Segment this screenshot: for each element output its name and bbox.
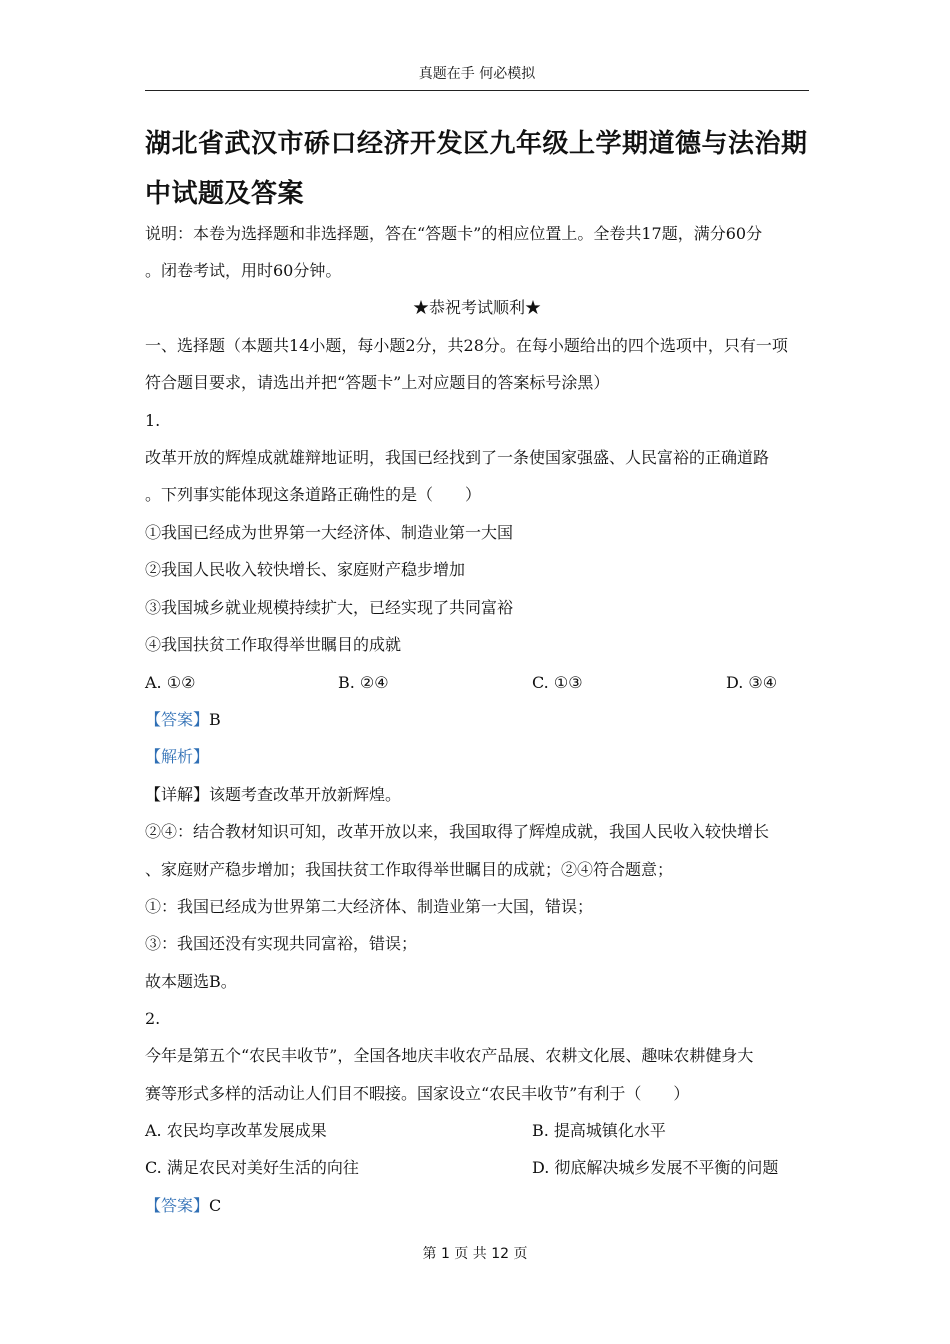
- question-1-statement-3: ③我国城乡就业规模持续扩大，已经实现了共同富裕: [145, 598, 514, 617]
- question-1-analysis-tag: 【解析】: [145, 747, 210, 766]
- page-header: 真题在手 何必模拟: [145, 64, 809, 91]
- question-2-stem-line-2: 赛等形式多样的活动让人们目不暇接。国家设立“农民丰收节”有利于（ ）: [145, 1084, 690, 1103]
- question-2-answer: [145, 1195, 825, 1217]
- section-heading-line-1: 一、选择题（本题共14小题，每小题2分，共28分。在每小题给出的四个选项中，只有一项: [145, 336, 788, 355]
- question-2-option-c: C. 满足农民对美好生活的向往: [145, 1158, 359, 1177]
- question-2-stem-line-1: 今年是第五个“农民丰收节”，全国各地庆丰收农产品展、农耕文化展、趣味农耕健身大: [145, 1046, 754, 1065]
- question-1-explanation-line-1: ②④：结合教材知识可知，改革开放以来，我国取得了辉煌成就，我国人民收入较快增长: [145, 822, 770, 841]
- question-1-stem-line-2: 。下列事实能体现这条道路正确性的是（ ）: [145, 485, 482, 504]
- question-1-answer: [145, 709, 825, 731]
- question-1-number: 1.: [145, 411, 161, 430]
- question-1-explanation-line-3: ①：我国已经成为世界第二大经济体、制造业第一大国，错误；: [145, 897, 594, 916]
- question-1-explanation-line-4: ③：我国还没有实现共同富裕，错误；: [145, 934, 418, 953]
- question-1-explanation-line-2: 、家庭财产稳步增加；我国扶贫工作取得举世瞩目的成就；②④符合题意；: [145, 860, 674, 879]
- question-1-option-b: B. ②④: [338, 673, 389, 692]
- blessing-text: ★恭祝考试顺利★: [412, 298, 541, 317]
- answer-value: C: [209, 1196, 222, 1215]
- instructions-line-1: 说明：本卷为选择题和非选择题，答在“答题卡”的相应位置上。全卷共17题，满分60分: [145, 224, 763, 243]
- question-2-option-a: A. 农民均享改革发展成果: [145, 1121, 327, 1140]
- question-1-statement-4: ④我国扶贫工作取得举世瞩目的成就: [145, 635, 402, 654]
- question-1-conclusion: 故本题选B。: [145, 972, 237, 991]
- answer-tag: 【答案】: [145, 710, 210, 729]
- question-2-option-d: D. 彻底解决城乡发展不平衡的问题: [532, 1158, 779, 1177]
- section-heading-line-2: 符合题目要求，请选出并把“答题卡”上对应题目的答案标号涂黑）: [145, 373, 610, 392]
- question-2-option-b: B. 提高城镇化水平: [532, 1121, 666, 1140]
- question-1-option-a: A. ①②: [145, 673, 196, 692]
- question-1-statement-1: ①我国已经成为世界第一大经济体、制造业第一大国: [145, 523, 514, 542]
- question-2-number: 2.: [145, 1009, 161, 1028]
- document-title-line-2: 中试题及答案: [145, 179, 305, 209]
- question-1-option-c: C. ①③: [532, 673, 583, 692]
- document-title-line-1: 湖北省武汉市硚口经济开发区九年级上学期道德与法治期: [145, 129, 808, 159]
- question-1-statement-2: ②我国人民收入较快增长、家庭财产稳步增加: [145, 560, 466, 579]
- page-footer: 第 1 页 共 12 页: [422, 1246, 528, 1262]
- question-1-stem-line-1: 改革开放的辉煌成就雄辩地证明，我国已经找到了一条使国家强盛、人民富裕的正确道路: [145, 448, 770, 467]
- answer-tag: 【答案】: [145, 1196, 210, 1215]
- question-1-option-d: D. ③④: [726, 673, 778, 692]
- answer-value: B: [209, 710, 221, 729]
- question-1-detail: 【详解】该题考查改革开放新辉煌。: [145, 785, 402, 804]
- instructions-line-2: 。闭卷考试，用时60分钟。: [145, 261, 342, 280]
